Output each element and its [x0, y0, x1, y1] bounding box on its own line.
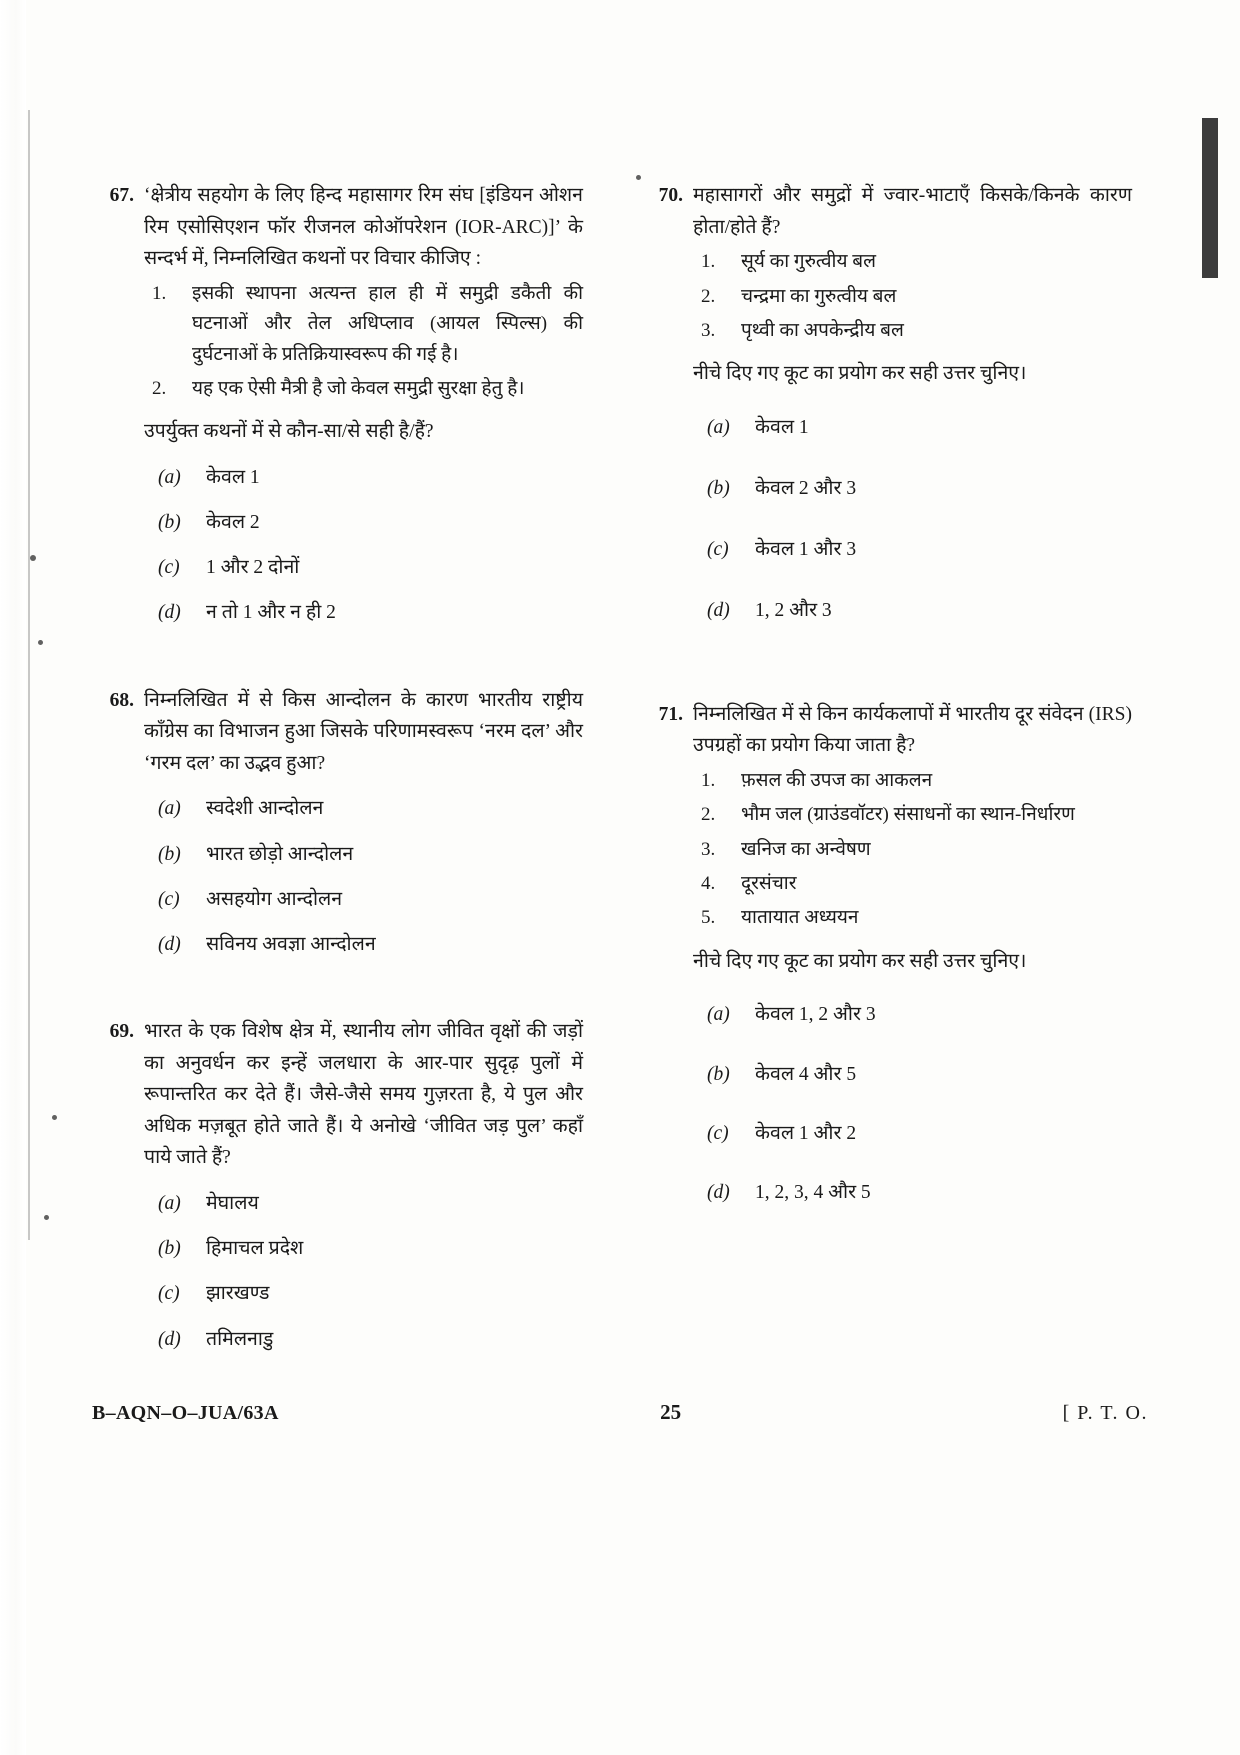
statement-item [693, 766, 1132, 796]
question-text: भारत के एक विशेष क्षेत्र में, स्थानीय लोग जीवित वृक्षों की जड़ों का अनुवर्धन कर इन्हें जलधारा के आर-पार सुदृढ़ पुलों में रूपान्तरित कर देते हैं। जैसे-जैसे समय गुज़रता है, ये पुल और अधिक मज़बूत होते जाते हैं। ये अनोखे ‘जीवित जड़ पुल’ कहाँ पाये जाते हैं? [144, 1021, 583, 1169]
option-text: केवल 2 [206, 512, 260, 534]
option-text: न तो 1 और न ही 2 [206, 602, 336, 624]
option-label: (b) [707, 478, 730, 500]
option-text: असहयोग आन्दोलन [206, 888, 343, 910]
statement-item [144, 279, 583, 370]
option-item[interactable] [693, 1177, 1132, 1208]
statement-item [693, 316, 1132, 346]
option-item[interactable] [144, 839, 583, 870]
statement-number: 4. [701, 872, 716, 894]
option-label: (d) [707, 600, 730, 622]
option-text: 1 और 2 दोनों [206, 557, 300, 579]
option-item[interactable] [144, 597, 583, 628]
option-text: केवल 1 और 2 [755, 1122, 857, 1144]
option-label: (d) [158, 602, 181, 624]
question-lead-in: उपर्युक्त कथनों में से कौन-सा/से सही है/हैं? [144, 421, 434, 443]
question-block [641, 699, 1132, 1208]
option-item[interactable] [144, 1188, 583, 1219]
statement-text: यातायात अध्ययन [741, 907, 859, 929]
statement-text: पृथ्वी का अपकेन्द्रीय बल [741, 319, 904, 341]
option-text: केवल 1 [206, 466, 260, 488]
option-item[interactable] [144, 884, 583, 915]
scan-speck [44, 1215, 49, 1220]
option-label: (a) [707, 1004, 730, 1026]
pto-marker: [ P. T. O. [1062, 1402, 1148, 1424]
option-item[interactable] [144, 462, 583, 493]
option-list [144, 793, 583, 960]
option-item[interactable] [693, 473, 1132, 504]
statement-number: 3. [701, 838, 716, 860]
option-label: (c) [707, 539, 729, 561]
statement-number: 3. [701, 319, 716, 341]
option-list [144, 1188, 583, 1355]
question-text: निम्नलिखित में से किस आन्दोलन के कारण भारतीय राष्ट्रीय काँग्रेस का विभाजन हुआ जिसके परिणामस्वरूप ‘नरम दल’ और ‘गरम दल’ का उद्भव हुआ? [144, 689, 583, 774]
question-lead-in: नीचे दिए गए कूट का प्रयोग कर सही उत्तर चुनिए। [693, 363, 1027, 385]
booklet-code: B–AQN–O–JUA/63A [92, 1402, 279, 1424]
option-label: (d) [707, 1181, 730, 1203]
statement-number: 1. [152, 282, 167, 304]
statement-text: फ़सल की उपज का आकलन [741, 769, 933, 791]
statement-number: 2. [701, 285, 716, 307]
statement-item [144, 374, 583, 404]
question-block [92, 180, 583, 629]
option-label: (c) [158, 1283, 180, 1305]
statement-text: यह एक ऐसी मैत्री है जो केवल समुद्री सुरक्षा हेतु है। [192, 377, 525, 399]
option-label: (a) [707, 416, 730, 438]
statement-list [693, 766, 1132, 934]
option-text: स्वदेशी आन्दोलन [206, 798, 324, 820]
option-text: भारत छोड़ो आन्दोलन [206, 843, 354, 865]
question-block [641, 180, 1132, 627]
option-item[interactable] [693, 1118, 1132, 1149]
option-text: 1, 2, 3, 4 और 5 [755, 1181, 871, 1203]
option-text: केवल 2 और 3 [755, 478, 857, 500]
page-right-edge-artifact [1202, 118, 1218, 278]
statement-text: दूरसंचार [741, 872, 797, 894]
option-item[interactable] [144, 552, 583, 583]
statement-text: भौम जल (ग्राउंडवॉटर) संसाधनों का स्थान-निर्धारण [741, 804, 1075, 826]
option-label: (c) [158, 888, 180, 910]
option-text: मेघालय [206, 1193, 259, 1214]
question-text: महासागरों और समुद्रों में ज्वार-भाटाएँ किसके/किनके कारण होता/होते हैं? [693, 185, 1132, 238]
option-item[interactable] [144, 1233, 583, 1264]
page-footer [92, 1400, 1148, 1425]
option-label: (b) [158, 512, 181, 534]
statement-text: सूर्य का गुरुत्वीय बल [741, 251, 876, 273]
option-label: (a) [158, 466, 181, 488]
option-text: हिमाचल प्रदेश [206, 1238, 304, 1260]
option-label: (d) [158, 933, 181, 955]
page-left-edge-artifact [0, 0, 26, 1755]
option-label: (a) [158, 1193, 181, 1214]
option-text: केवल 1 और 3 [755, 539, 857, 561]
option-list [693, 412, 1132, 627]
option-text: झारखण्ड [206, 1283, 270, 1305]
statement-item [693, 835, 1132, 865]
scan-speck [38, 640, 43, 645]
option-label: (a) [158, 798, 181, 820]
scan-speck [30, 555, 36, 561]
statement-text: चन्द्रमा का गुरुत्वीय बल [741, 285, 897, 307]
page-binding-line [28, 110, 30, 1240]
option-label: (b) [158, 843, 181, 865]
question-number: 67. [109, 185, 134, 206]
statement-item [693, 903, 1132, 933]
question-number: 70. [658, 185, 683, 206]
question-block [92, 1016, 583, 1355]
option-list [144, 462, 583, 629]
column-right [641, 180, 1132, 1381]
question-lead-in: नीचे दिए गए कूट का प्रयोग कर सही उत्तर चुनिए। [693, 950, 1027, 972]
statement-text: इसकी स्थापना अत्यन्त हाल ही में समुद्री डकैती की घटनाओं और तेल अधिप्लाव (आयल स्पिल्स) की दुर्घटनाओं के प्रतिक्रियास्वरूप की गई है। [192, 282, 583, 365]
option-text: 1, 2 और 3 [755, 600, 832, 622]
option-text: केवल 1 [755, 416, 809, 438]
question-block [92, 685, 583, 960]
statement-number: 2. [152, 377, 167, 399]
option-item[interactable] [693, 999, 1132, 1030]
statement-number: 5. [701, 907, 716, 929]
column-left [92, 180, 583, 1381]
option-item[interactable] [144, 1324, 583, 1355]
option-label: (c) [158, 557, 180, 579]
option-item[interactable] [144, 929, 583, 960]
option-text: सविनय अवज्ञा आन्दोलन [206, 933, 376, 955]
statement-item [693, 869, 1132, 899]
option-text: केवल 1, 2 और 3 [755, 1004, 876, 1026]
page-number: 25 [660, 1400, 682, 1424]
option-label: (d) [158, 1328, 181, 1350]
question-content [92, 180, 1132, 1381]
scan-speck [52, 1115, 57, 1120]
option-item[interactable] [693, 1059, 1132, 1090]
statement-item [693, 247, 1132, 277]
statement-list [693, 247, 1132, 346]
question-text: ‘क्षेत्रीय सहयोग के लिए हिन्द महासागर रिम संघ [इंडियन ओशन रिम एसोसिएशन फॉर रीजनल कोऑपरेशन (IOR-ARC)]’ के सन्दर्भ में, निम्नलिखित कथनों पर विचार कीजिए : [144, 185, 583, 270]
option-item[interactable] [693, 595, 1132, 626]
question-number: 71. [658, 703, 683, 725]
option-label: (b) [158, 1238, 181, 1260]
question-number: 69. [109, 1021, 134, 1043]
option-item[interactable] [693, 534, 1132, 565]
option-text: केवल 4 और 5 [755, 1063, 857, 1085]
statement-number: 1. [701, 769, 716, 791]
option-text: तमिलनाडु [206, 1328, 274, 1350]
question-number: 68. [109, 689, 134, 711]
statement-list [144, 279, 583, 405]
statement-number: 2. [701, 804, 716, 826]
option-label: (c) [707, 1122, 729, 1144]
option-item[interactable] [144, 793, 583, 824]
option-item[interactable] [144, 1278, 583, 1309]
question-text: निम्नलिखित में से किन कार्यकलापों में भारतीय दूर संवेदन (IRS) उपग्रहों का प्रयोग किया जाता है? [693, 703, 1132, 757]
statement-number: 1. [701, 251, 716, 273]
option-item[interactable] [144, 507, 583, 538]
statement-item [693, 800, 1132, 830]
option-item[interactable] [693, 412, 1132, 443]
option-list [693, 999, 1132, 1208]
statement-item [693, 282, 1132, 312]
option-label: (b) [707, 1063, 730, 1085]
statement-text: खनिज का अन्वेषण [741, 838, 871, 860]
